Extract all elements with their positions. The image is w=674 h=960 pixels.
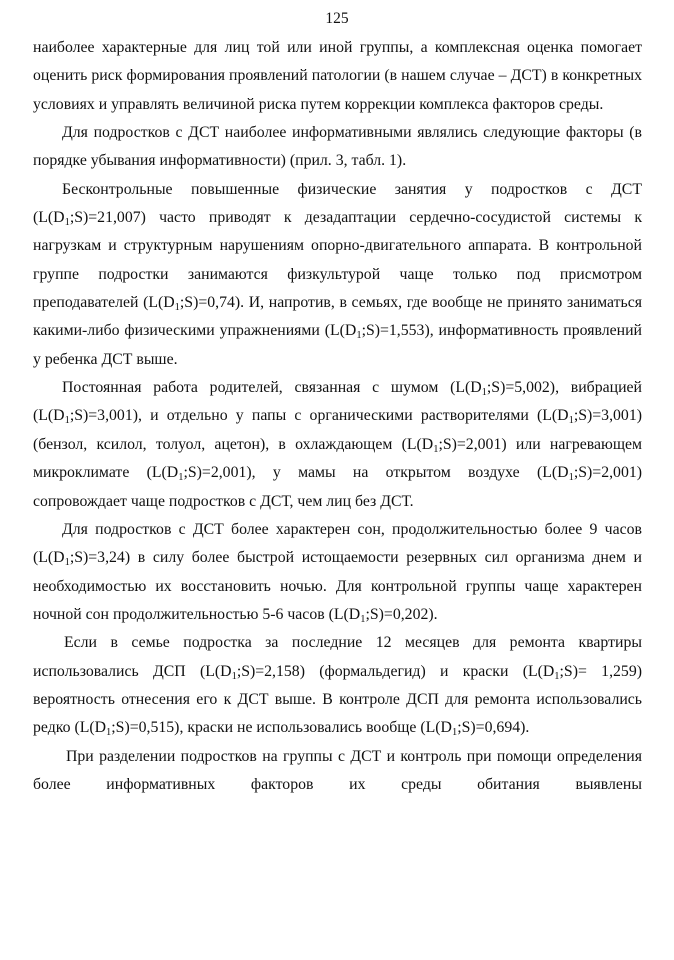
subscript: 1 (568, 472, 574, 484)
text-line: $(L(D_1;S)=0,202)$. (328, 605, 438, 625)
text-line: $(L(D_1;S)=0,694)$. (420, 719, 530, 739)
page-number: 125 (325, 10, 349, 27)
text-line: $(L(D_1;S)=2,001)$ сопровождает чаще подростков с ДСТ, чем лиц без ДСТ. (33, 464, 643, 510)
page-body (33, 34, 642, 799)
text-line: наиболее характерные для лиц той или иной группы, а комплексная оценка (33, 39, 574, 56)
text-line: $(L(D_1;S)=21,007)$ часто приводят к дезадаптации сердечно-сосудистой системы к (33, 209, 642, 229)
text-line: вероятность отнесения его к ДСТ выше. В контроле ДСП для ремонта (33, 690, 531, 708)
subscript: 1 (554, 670, 560, 682)
text-line: $(L(D_1;S)=3,001)$ (бензол, ксилол, толуол, ацетон), в охлаждающем $(L(D_1;S)=2,001)$ (33, 407, 642, 455)
subscript: 1 (451, 727, 458, 739)
subscript: 1 (433, 443, 439, 455)
text-line: факторы (в порядке убывания информативности) (прил. 3, табл. 1). (33, 124, 643, 170)
text-line: присмотром преподавателей $(L(D_1;S)=0,74)$. И, напротив, в семьях, где вообще не (33, 265, 642, 314)
text-line: группы чаще характерен ночной сон продолжительностью 5-6 часов (33, 577, 642, 623)
subscript: 1 (360, 613, 366, 625)
text-line: Для подростков с ДСТ более характерен сон, продолжительностью более 9 (62, 520, 598, 538)
subscript: 1 (231, 670, 237, 682)
text-line: информативность проявлений у ребенка ДСТ выше. (33, 322, 643, 368)
text-line: принято заниматься какими-либо физическими упражнениями $(L(D_1;S)=1,553)$, (33, 294, 642, 342)
text-line: использовались ДСП $(L(D_1;S)=2,158)$ (формальдегид) и краски $(L(D_1;S)= 1,259)$ (33, 662, 642, 682)
subscript: 1 (481, 387, 487, 399)
text-line: организма днем и необходимостью их восстановить ночью. Для контрольной (33, 549, 643, 595)
subscript: 1 (64, 415, 70, 427)
text-line: определения более информативных факторов их среды обитания выявлены (33, 747, 642, 793)
paragraph (33, 119, 642, 176)
text-line: Если в семье подростка за последние 12 месяцев для ремонта квартиры (64, 634, 642, 652)
text-line: При разделении подростков на группы с ДСТ и контроль при помощи (66, 747, 552, 765)
subscript: 1 (568, 415, 574, 427)
paragraph (33, 34, 642, 119)
text-line: Для подростков с ДСТ наиболее информативными являлись следующие (62, 124, 561, 142)
text-line: помогает оценить риск формирования проявлений патологии (в нашем случае – (33, 39, 642, 85)
subscript: 1 (64, 217, 70, 229)
paragraph (33, 516, 642, 629)
text-line: ДСТ) в конкретных условиях и управлять величиной риска путем коррекции (33, 67, 643, 113)
paragraph (33, 374, 642, 516)
paragraph (33, 743, 642, 800)
text-line: использовались редко $(L(D_1;S)=0,515)$, краски не использовались вообще (33, 690, 643, 739)
text-line: часов $(L(D_1;S)=3,24)$ в силу более быстрой истощаемости резервных сил (33, 520, 642, 569)
text-line: Постоянная работа родителей, связанная с шумом $(L(D_1;S)=5,002)$, вибрацией (62, 379, 642, 399)
text-line: Бесконтрольные повышенные физические занятия у подростков с ДСТ (62, 180, 642, 198)
subscript: 1 (178, 472, 184, 484)
subscript: 1 (106, 727, 112, 739)
text-line: контрольной группе подростки занимаются физкультурой чаще только под (33, 237, 643, 283)
subscript: 1 (64, 557, 70, 569)
subscript: 1 (356, 330, 362, 342)
text-line: нагрузкам и структурным нарушениям опорно-двигательного аппарата. В (33, 237, 550, 255)
text-line: комплекса факторов среды. (419, 95, 604, 113)
text-line: или нагревающем микроклимате $(L(D_1;S)=2,001)$, у мамы на открытом воздухе (33, 435, 643, 484)
paragraph (33, 629, 642, 742)
text-line: $(L(D_1;S)=3,001)$, и отдельно у папы с органическими растворителями (33, 407, 529, 427)
paragraph (33, 176, 642, 374)
subscript: 1 (174, 302, 180, 314)
